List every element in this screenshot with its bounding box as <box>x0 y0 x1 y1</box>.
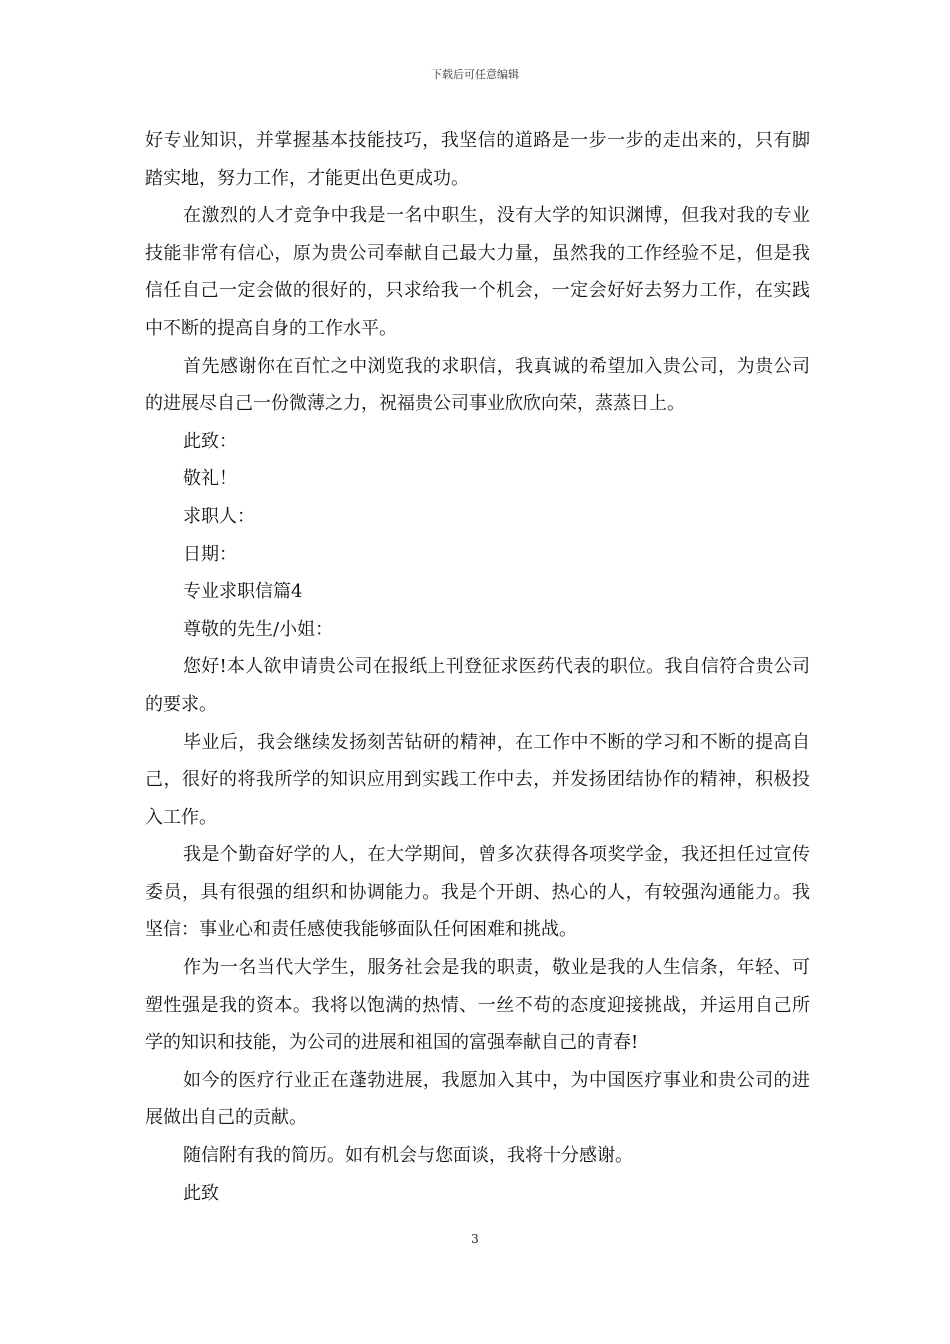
paragraph: 敬礼！ <box>183 468 237 490</box>
paragraph: 在激烈的人才竞争中我是一名中职生，没有大学的知识渊博，但我对我的专业技能非常有信心，原为贵公司奉献自己最大力量，虽然我的工作经验不足，但是我信任自己一定会做的很好的，只求给我一个机会，一定会好好去努力工作，在实践中不断的提高自身的工作水平。 <box>145 205 810 339</box>
page-header: 下载后可任意编辑 <box>431 68 519 81</box>
paragraph: 尊敬的先生/小姐： <box>183 618 334 640</box>
page-number: 3 <box>471 1232 479 1246</box>
paragraph: 随信附有我的简历。如有机会与您面谈，我将十分感谢。 <box>183 1145 633 1167</box>
paragraph: 毕业后，我会继续发扬刻苦钻研的精神，在工作中不断的学习和不断的提高自己，很好的将我所学的知识应用到实践工作中去，并发扬团结协作的精神，积极投入工作。 <box>145 731 810 828</box>
paragraph: 如今的医疗行业正在蓬勃进展，我愿加入其中，为中国医疗事业和贵公司的进展做出自己的贡献。 <box>145 1069 810 1129</box>
paragraph: 专业求职信篇4 <box>183 581 303 603</box>
paragraph: 作为一名当代大学生，服务社会是我的职责，敬业是我的人生信条，年轻、可塑性强是我的资本。我将以饱满的热情、一丝不苟的态度迎接挑战，并运用自己所学的知识和技能，为公司的进展和祖国的富强奉献自己的青春! <box>145 957 810 1054</box>
paragraph: 您好!本人欲申请贵公司在报纸上刊登征求医药代表的职位。我自信符合贵公司的要求。 <box>145 656 810 715</box>
paragraph: 此致 <box>183 1182 219 1204</box>
paragraph: 日期： <box>183 543 237 565</box>
paragraph: 此致： <box>183 430 237 452</box>
paragraph: 求职人： <box>183 505 255 527</box>
paragraph: 我是个勤奋好学的人，在大学期间，曾多次获得各项奖学金，我还担任过宣传委员，具有很强的组织和协调能力。我是个开朗、热心的人，有较强沟通能力。我坚信：事业心和责任感使我能够面队任何困难和挑战。 <box>145 844 810 941</box>
paragraph: 首先感谢你在百忙之中浏览我的求职信，我真诚的希望加入贵公司，为贵公司的进展尽自己一份微薄之力，祝福贵公司事业欣欣向荣，蒸蒸日上。 <box>145 355 810 415</box>
letter-body <box>145 122 810 1212</box>
paragraph: 好专业知识，并掌握基本技能技巧，我坚信的道路是一步一步的走出来的，只有脚踏实地，努力工作，才能更出色更成功。 <box>145 130 810 189</box>
